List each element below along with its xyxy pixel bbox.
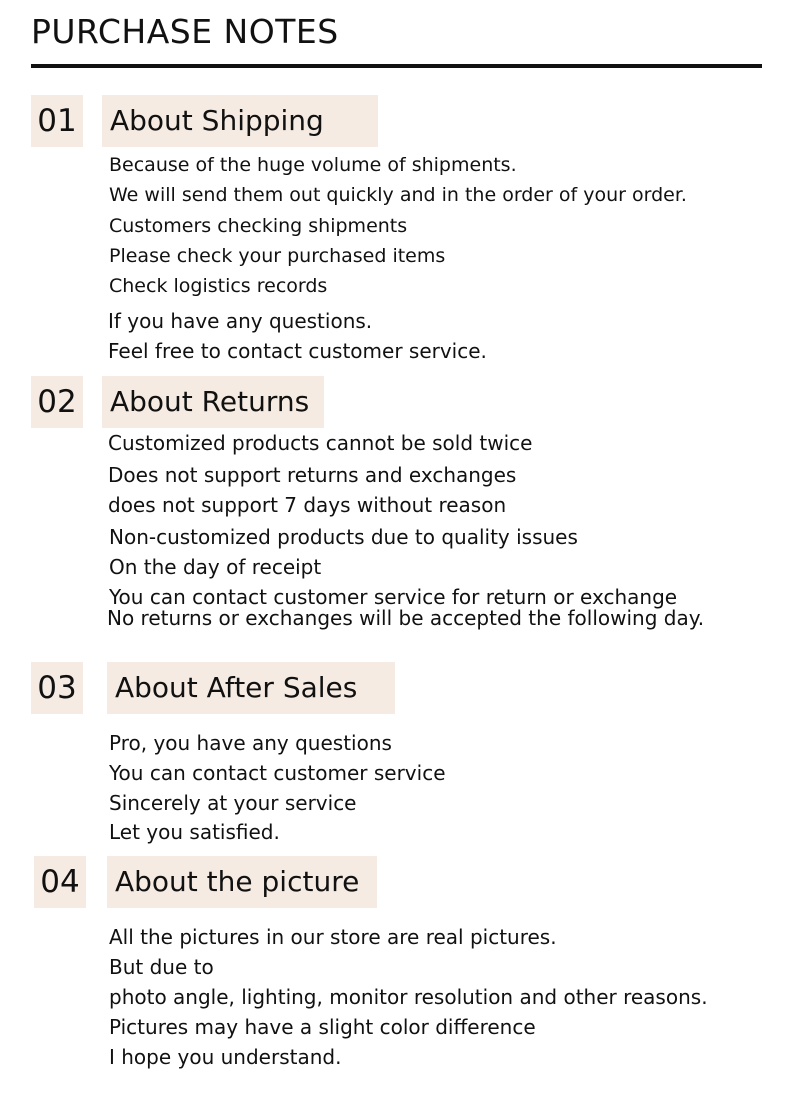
section-heading: About Returns — [102, 376, 324, 428]
section-line: photo angle, lighting, monitor resolution and other reasons. — [109, 985, 708, 1009]
section-line: Non-customized products due to quality issues — [109, 525, 578, 549]
section-line: No returns or exchanges will be accepted the following day. — [107, 606, 705, 630]
section-number: 02 — [31, 376, 83, 428]
section-line: You can contact customer service for return or exchange — [109, 585, 678, 609]
section-line: You can contact customer service — [109, 761, 446, 785]
section-heading: About Shipping — [102, 95, 378, 147]
section-line: Let you satisfied. — [109, 820, 280, 844]
section-number: 04 — [34, 856, 86, 908]
section-line: Pro, you have any questions — [109, 731, 392, 755]
section-heading: About After Sales — [107, 662, 395, 714]
section-number: 03 — [31, 662, 83, 714]
section-line: Sincerely at your service — [109, 791, 357, 815]
section-line: All the pictures in our store are real pictures. — [109, 925, 557, 949]
section-line: If you have any questions. — [108, 309, 373, 333]
section-line: But due to — [109, 955, 214, 979]
section-line: On the day of receipt — [109, 555, 322, 579]
title-divider — [31, 64, 762, 68]
section-line: Check logistics records — [109, 275, 328, 297]
section-line: I hope you understand. — [109, 1045, 342, 1069]
section-number: 01 — [31, 95, 83, 147]
section-line: Because of the huge volume of shipments. — [109, 154, 517, 176]
section-line: Feel free to contact customer service. — [108, 339, 487, 363]
section-heading: About the picture — [107, 856, 377, 908]
section-line: Customers checking shipments — [109, 215, 408, 237]
section-line: Customized products cannot be sold twice — [108, 431, 533, 455]
section-line: We will send them out quickly and in the order of your order. — [109, 184, 687, 206]
page-title: PURCHASE NOTES — [31, 12, 339, 51]
section-line: Does not support returns and exchanges — [108, 463, 517, 487]
section-line: does not support 7 days without reason — [108, 493, 507, 517]
section-line: Pictures may have a slight color difference — [109, 1015, 536, 1039]
section-line: Please check your purchased items — [109, 245, 446, 267]
